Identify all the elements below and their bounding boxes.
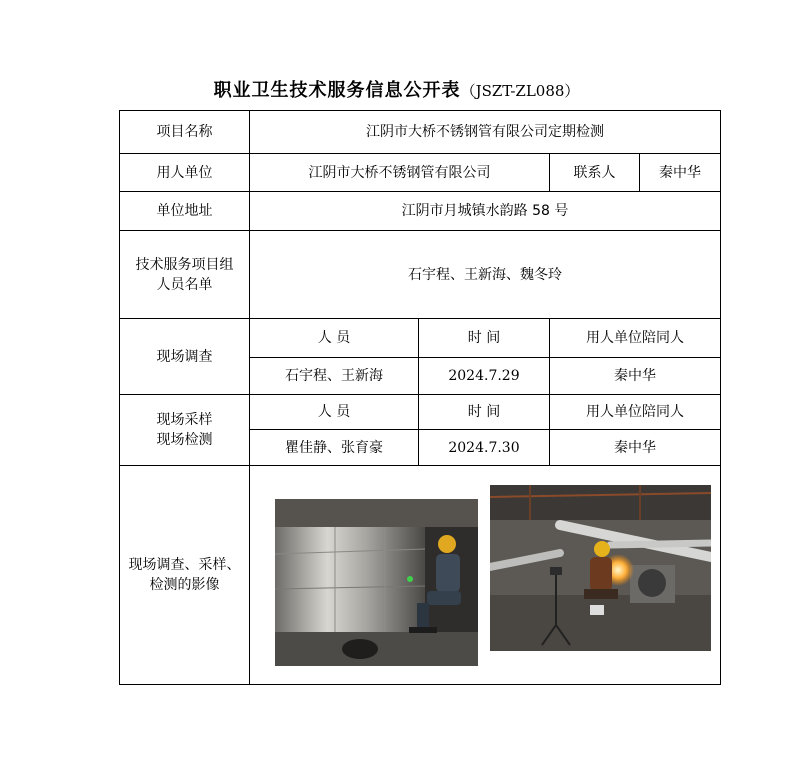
sampling-time: 2024.7.30	[419, 430, 550, 466]
survey-col-escort: 用人单位陪同人	[550, 319, 721, 358]
survey-personnel: 石宇程、王新海	[250, 358, 419, 395]
employer-label: 用人单位	[120, 154, 250, 192]
sampling-col-time: 时 间	[419, 395, 550, 430]
images-label-line2: 检测的影像	[149, 577, 220, 593]
survey-escort: 秦中华	[550, 358, 721, 395]
images-label	[120, 466, 250, 685]
row-sampling-header	[120, 395, 721, 430]
form-code: （JSZT-ZL088）	[460, 82, 580, 100]
images-label-line1: 现场调查、采样、	[128, 557, 241, 573]
survey-col-personnel: 人 员	[250, 319, 419, 358]
title-text: 职业卫生技术服务信息公开表	[213, 80, 461, 101]
team-label-line1: 技术服务项目组	[135, 256, 234, 273]
team-label-line2: 人员名单	[156, 276, 213, 293]
survey-label: 现场调查	[120, 319, 250, 395]
info-table	[119, 110, 721, 685]
sampling-label-line2: 现场检测	[156, 432, 213, 448]
project-value: 江阴市大桥不锈钢管有限公司定期检测	[250, 111, 721, 154]
photo-area	[250, 466, 720, 684]
survey-col-time: 时 间	[419, 319, 550, 358]
document-title	[0, 76, 793, 104]
site-photo-2	[490, 485, 711, 651]
images-cell	[250, 466, 721, 685]
address-value: 江阴市月城镇水韵路 58 号	[250, 192, 721, 231]
sampling-label	[120, 395, 250, 466]
site-photo-1-image	[275, 499, 478, 666]
row-address	[120, 192, 721, 231]
address-label: 单位地址	[120, 192, 250, 231]
project-label: 项目名称	[120, 111, 250, 154]
row-team	[120, 231, 721, 319]
contact-label: 联系人	[550, 154, 640, 192]
row-images	[120, 466, 721, 685]
row-employer	[120, 154, 721, 192]
contact-value: 秦中华	[640, 154, 721, 192]
site-photo-2-image	[490, 485, 711, 651]
employer-value: 江阴市大桥不锈钢管有限公司	[250, 154, 550, 192]
sampling-label-line1: 现场采样	[156, 412, 213, 428]
sampling-col-personnel: 人 员	[250, 395, 419, 430]
sampling-escort: 秦中华	[550, 430, 721, 466]
team-value: 石宇程、王新海、魏冬玲	[250, 231, 721, 319]
row-project	[120, 111, 721, 154]
sampling-personnel: 瞿佳静、张育豪	[250, 430, 419, 466]
survey-time: 2024.7.29	[419, 358, 550, 395]
team-label	[120, 231, 250, 319]
row-survey-header	[120, 319, 721, 358]
site-photo-1	[275, 499, 478, 666]
sampling-col-escort: 用人单位陪同人	[550, 395, 721, 430]
